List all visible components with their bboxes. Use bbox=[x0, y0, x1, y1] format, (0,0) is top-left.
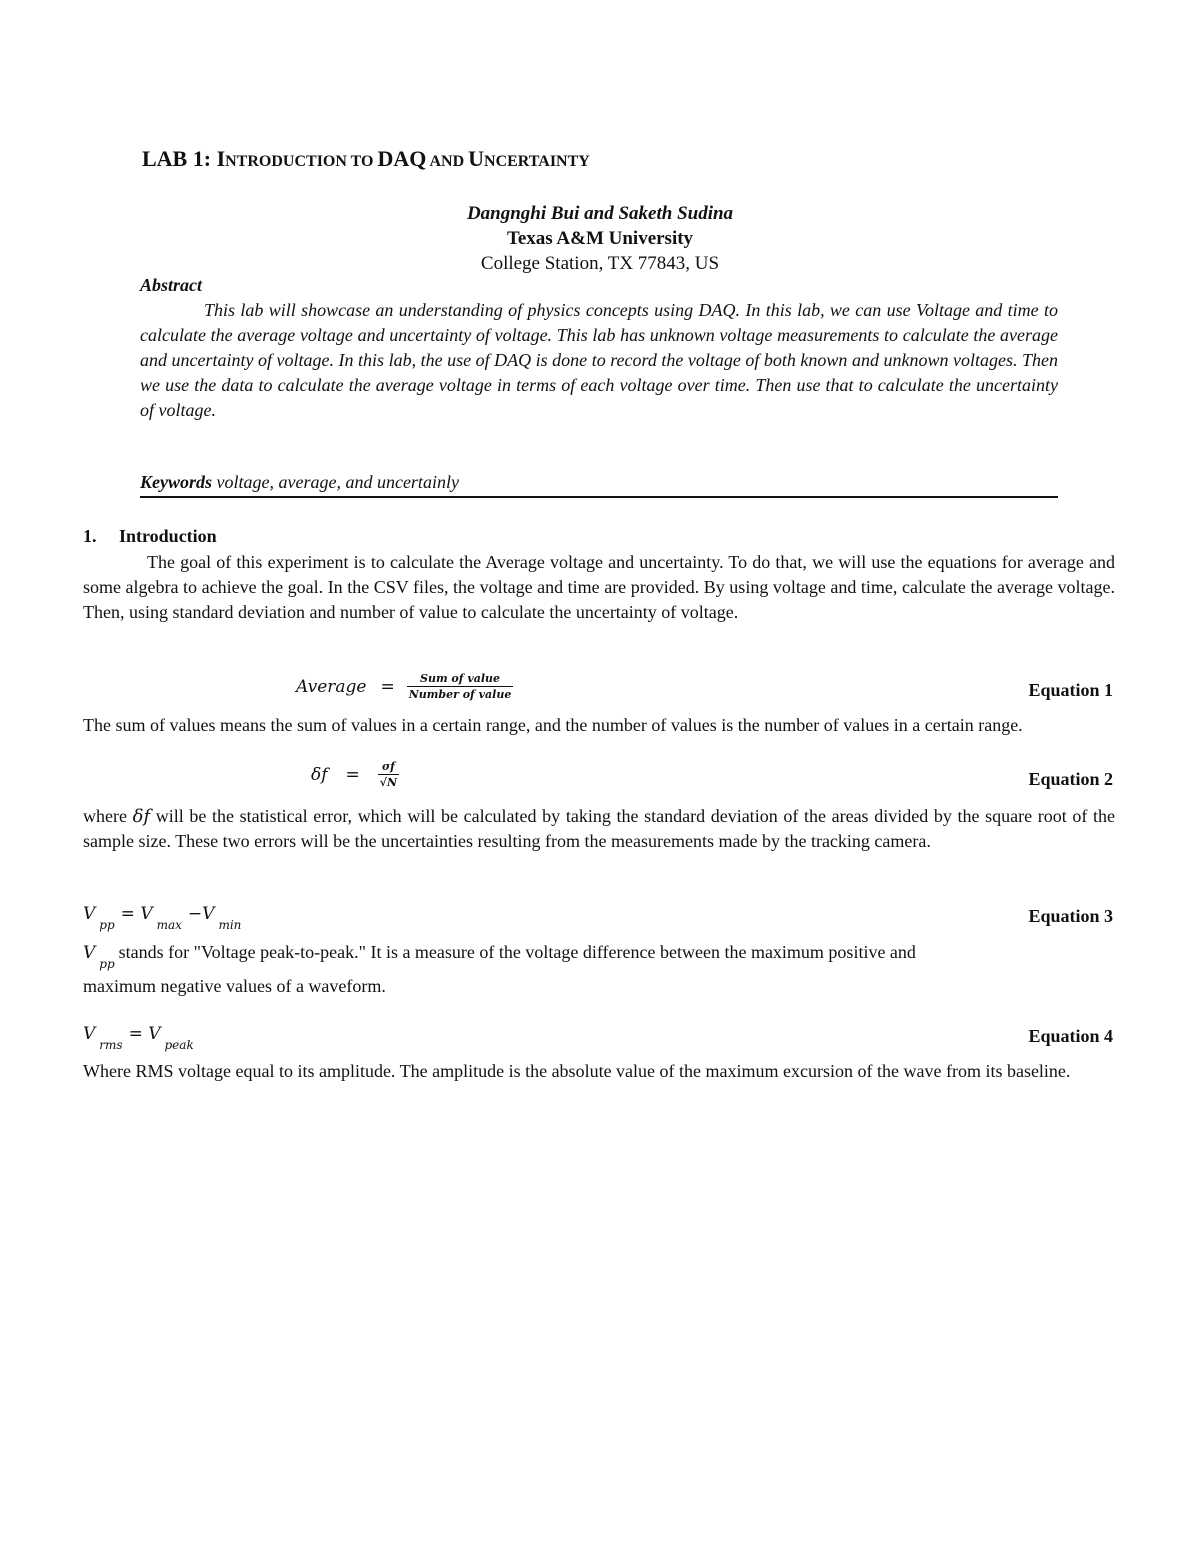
keywords-text: voltage, average, and uncertainly bbox=[212, 472, 459, 492]
equation-1-explanation: The sum of values means the sum of values in a certain range, and the number of values is the number of values in a certain range. bbox=[83, 715, 1023, 735]
equals-sign: = bbox=[120, 904, 141, 924]
equation-2-explanation bbox=[83, 804, 1115, 854]
subscript: pp bbox=[99, 918, 115, 932]
equation-3 bbox=[83, 904, 247, 932]
variable-v: V bbox=[140, 904, 153, 924]
author-university: Texas A&M University bbox=[506, 228, 694, 249]
variable-v: V bbox=[83, 1024, 96, 1044]
equation-1-fraction bbox=[407, 672, 514, 701]
title-initial: I bbox=[216, 146, 226, 171]
variable-v: V bbox=[202, 904, 215, 924]
equation-4 bbox=[83, 1024, 200, 1052]
fraction-denominator: √N bbox=[379, 776, 398, 789]
introduction-paragraph: The goal of this experiment is to calculate the Average voltage and uncertainty. To do that, we will use the equations for average and some algebra to achieve the goal. In the CSV files, the voltage and time are provided. By using voltage and time, calculate the average voltage. Then, using standard deviation and number of value to calculate the uncertainty of voltage. bbox=[83, 552, 1115, 622]
variable-v: V bbox=[83, 943, 96, 963]
title-text: AND bbox=[426, 153, 469, 170]
abstract-text: This lab will showcase an understanding of physics concepts using DAQ. In this lab, we can use Voltage and time to calculate the average voltage and uncertainty of voltage. This lab has unknown voltage measurements to calculate the average and uncertainty of voltage. In this lab, the use of DAQ is done to record the voltage of both known and unknown voltages. Then we use the data to calculate the average voltage in terms of each voltage over time. Then use that to calculate the uncertainty of voltage. bbox=[140, 300, 1058, 420]
subscript: max bbox=[156, 918, 182, 932]
equation-3-label: Equation 3 bbox=[1028, 906, 1113, 926]
author-location: College Station, TX 77843, US bbox=[480, 253, 720, 274]
variable-v: V bbox=[83, 904, 96, 924]
title-text: NTRODUCTION TO bbox=[225, 153, 378, 170]
abstract-heading: Abstract bbox=[140, 275, 203, 295]
equals-sign: = bbox=[380, 676, 395, 697]
fraction-numerator: σf bbox=[382, 760, 395, 773]
section-number: 1. bbox=[83, 526, 97, 546]
subscript: rms bbox=[99, 1038, 123, 1052]
equation-1 bbox=[296, 672, 513, 701]
equation-4-label: Equation 4 bbox=[1028, 1026, 1113, 1046]
minus-sign: − bbox=[187, 904, 203, 924]
equation-2 bbox=[311, 760, 399, 789]
subscript: min bbox=[218, 918, 242, 932]
equation-2-fraction bbox=[378, 760, 399, 789]
title-text: NCERTAINTY bbox=[484, 153, 590, 170]
fraction-denominator: Number of value bbox=[408, 688, 512, 701]
section-heading bbox=[83, 526, 217, 547]
equation-3-explanation bbox=[83, 940, 1115, 971]
title-lab-number: LAB 1: bbox=[142, 146, 217, 171]
subscript: peak bbox=[164, 1038, 194, 1052]
section-title: Introduction bbox=[119, 526, 217, 546]
equals-sign: = bbox=[128, 1024, 149, 1044]
equation-4-explanation: Where RMS voltage equal to its amplitude. The amplitude is the absolute value of the maximum excursion of the wave from its baseline. bbox=[83, 1061, 1071, 1081]
equals-sign: = bbox=[345, 764, 360, 785]
author-names: Dangnghi Bui and Saketh Sudina bbox=[466, 203, 734, 224]
keywords-line bbox=[140, 472, 1058, 498]
variable-v: V bbox=[148, 1024, 161, 1044]
subscript: pp bbox=[99, 957, 115, 971]
keywords-label: Keywords bbox=[140, 472, 212, 492]
fraction-numerator: Sum of value bbox=[420, 672, 501, 685]
title-initial: U bbox=[468, 146, 485, 171]
explanation-text: will be the statistical error, which will be calculated by taking the standard deviation of the areas divided by the square root of the sample size. These two errors will be the uncertainties resulting from the measurements made by the tracking camera. bbox=[83, 806, 1115, 851]
equation-1-lhs: Average bbox=[296, 676, 367, 697]
equation-2-lhs: δf bbox=[311, 764, 328, 785]
explanation-text: stands for "Voltage peak-to-peak." It is a measure of the voltage difference between the maximum positive and bbox=[118, 942, 916, 962]
title-daq: DAQ bbox=[377, 146, 427, 171]
explanation-symbol: δf bbox=[132, 806, 151, 827]
equation-1-label: Equation 1 bbox=[1028, 680, 1113, 700]
equation-2-label: Equation 2 bbox=[1028, 769, 1113, 789]
equation-3-explanation-continued: maximum negative values of a waveform. bbox=[83, 976, 386, 996]
author-block bbox=[0, 201, 1200, 276]
explanation-text: where bbox=[83, 806, 133, 826]
paper-title bbox=[142, 146, 590, 172]
